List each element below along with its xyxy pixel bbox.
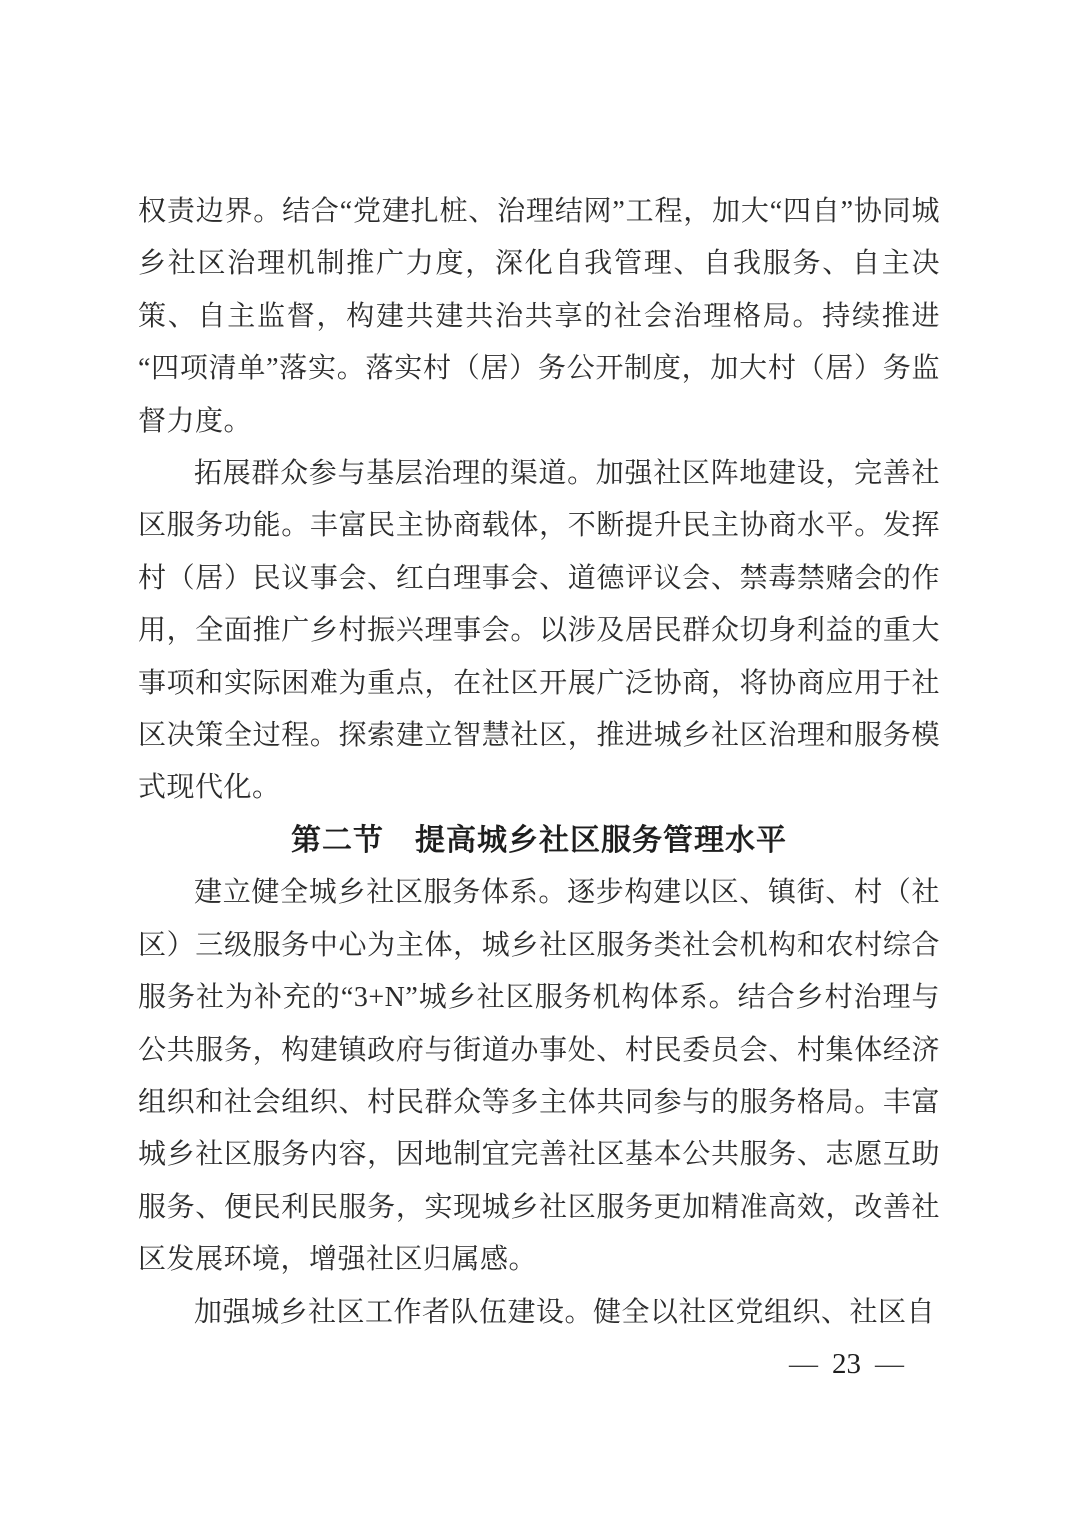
page-footer — [789, 1346, 904, 1382]
footer-dash-right: — — [875, 1348, 904, 1380]
body-paragraph-1: 权责边界。结合“党建扎桩、治理结网”工程，加大“四自”协同城乡社区治理机制推广力度，深化自我管理、自我服务、自主决策、自主监督，构建共建共治共享的社会治理格局。持续推进“四项清单”落实。落实村（居）务公开制度，加大村（居）务监督力度。 — [138, 196, 940, 437]
body-paragraph-2: 拓展群众参与基层治理的渠道。加强社区阵地建设，完善社区服务功能。丰富民主协商载体，不断提升民主协商水平。发挥村（居）民议事会、红白理事会、道德评议会、禁毒禁赌会的作用，全面推广乡村振兴理事会。以涉及居民群众切身利益的重大事项和实际困难为重点，在社区开展广泛协商，将协商应用于社区决策全过程。探索建立智慧社区，推进城乡社区治理和服务模式现代化。 — [138, 458, 940, 804]
page-body — [138, 186, 940, 1339]
footer-dash-left: — — [789, 1348, 818, 1380]
body-paragraph-4: 加强城乡社区工作者队伍建设。健全以社区党组织、社区自 — [194, 1296, 936, 1328]
page-number: 23 — [832, 1348, 861, 1380]
section-heading: 第二节 提高城乡社区服务管理水平 — [291, 823, 787, 857]
body-paragraph-3: 建立健全城乡社区服务体系。逐步构建以区、镇街、村（社区）三级服务中心为主体，城乡社区服务类社会机构和农村综合服务社为补充的“3+N”城乡社区服务机构体系。结合乡村治理与公共服务，构建镇政府与街道办事处、村民委员会、村集体经济组织和社会组织、村民群众等多主体共同参与的服务格局。丰富城乡社区服务内容，因地制宜完善社区基本公共服务、志愿互助服务、便民利民服务，实现城乡社区服务更加精准高效，改善社区发展环境，增强社区归属感。 — [138, 877, 940, 1276]
